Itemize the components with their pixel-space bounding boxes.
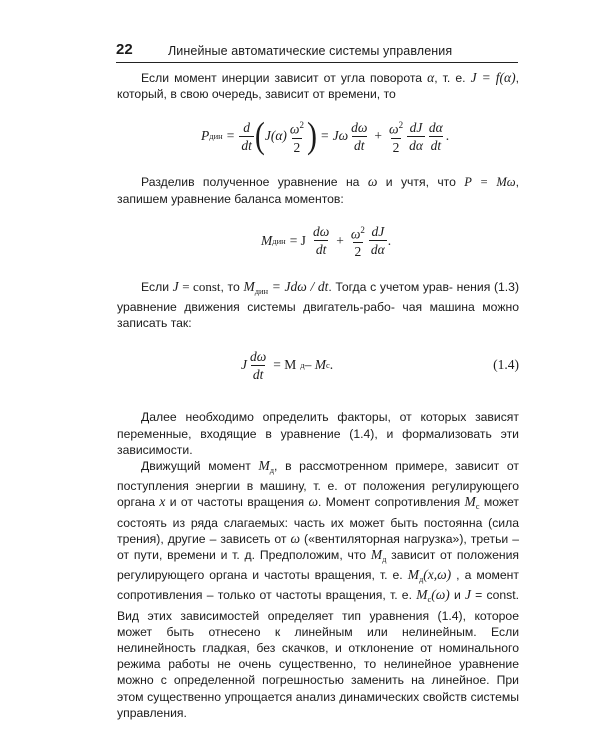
fraction-dalpha-dt [427,119,445,154]
math-subscript: д [382,554,387,565]
text-span: Если момент инерции зависит от угла поворота [141,71,428,85]
math-x: x [159,494,166,510]
eq-period: . [387,232,392,248]
eq-operator: = M [273,357,297,373]
text-span: , который, в свою очередь, зависит от времени, [117,71,519,102]
frac-den: 2 [293,139,301,155]
eq-symbol: M [261,232,273,248]
fraction-dw-dt [311,223,331,258]
eq-symbol: P [201,128,210,144]
fraction-omega2-2b [387,117,405,156]
frac-num [349,222,367,243]
eq-period: . [445,128,450,144]
eq-operator: + [336,232,344,248]
math-m: M [407,567,419,583]
math-j: J [172,278,179,294]
frac-den: dt [430,137,442,153]
left-paren: ( [254,115,265,157]
frac-num: dJ [371,224,385,240]
math-const: = const [178,278,221,294]
math-j: J [464,587,471,603]
paragraph-3 [117,279,519,332]
math-subscript: д [418,574,424,585]
text-span: = const. Вид этих зависимостей определяет тип уравнения (1.4), которое может быть отнесено к линейным или нелинейным. Если нелинейность гладкая, без скачков, и отклонение от номинального режима работы не очень существенно, то нелинейное уравнение можно с определенной погрешностью заменить на линейное. При этом существенно упрощается анализ динамических свойств системы управления. [117,588,520,720]
paragraph-1 [117,70,519,102]
eq-operator: = [320,128,329,144]
text-span: , запишем уравнение баланса моментов: [117,175,519,206]
text-span: Разделив полученное уравнение на [141,175,368,190]
paragraph-4: Далее необходимо определить факторы, от которых зависят переменные, входящие в уравнение (1.4), и формализовать эти зависимости. [117,410,519,457]
equation-motion-row [241,337,333,393]
text-span: может состоять из ряда слагаемых: часть их может быть постоянна (сила трения), другие – зависеть от [117,495,520,546]
frac-num: dω [312,224,330,240]
text-span: («вентиляторная нагрузка»), третьи – от пути, времени и т. д. Предположим, что [117,531,519,563]
text-span: , в рассмотренном примере, зависит от поступления энергии в машину, т. е. от положения регулирующего органа [117,459,519,510]
text-span: Если [141,279,173,294]
math-j-of-alpha: J = f(α) [470,70,516,85]
page-header [116,40,518,63]
eq-operator: + [374,128,383,144]
frac-den: 2 [354,244,362,260]
math-m: M [243,278,255,294]
equation-number: (1.4) [493,357,519,373]
fraction-d-dt [239,119,254,154]
frac-den: dt [354,137,365,153]
eq-symbol: J [241,357,247,373]
text-span: нения (1.3) уравнение движения системы двигатель-рабо- [117,279,520,315]
eq-omega: ω [389,121,399,137]
frac-num: dJ [409,119,423,135]
text-span: т. е. [442,71,471,85]
equation-motion [117,337,519,393]
eq-subscript: дин [209,131,223,142]
math-x-omega: (x,ω) [423,567,452,583]
math-omega-paren: (ω) [431,587,450,603]
page-body [117,70,519,721]
text-span: , а момент сопротивления – только от частоты вращения, т. е. [117,568,519,603]
frac-den: dt [241,137,252,153]
eq-operator: = J [289,232,306,248]
text-span: то [383,87,396,102]
fraction-dJ-dalpha [369,223,387,258]
equation-power [117,108,519,164]
math-m: M [464,494,476,510]
math-m: M [258,458,270,474]
text-span: чая машина можно записать так: [117,300,519,331]
math-subscript: дин [254,285,269,296]
math-m: M [370,547,383,563]
fraction-omega2-2 [349,222,367,261]
text-span: и [449,588,465,603]
frac-num [387,117,405,138]
frac-den: dt [315,242,327,258]
eq-period: . [329,357,334,373]
fraction-dw-dt [349,119,369,154]
math-subscript: с [427,594,432,605]
page-number: 22 [116,41,133,58]
eq-operator: – M [304,357,326,373]
math-omega: ω [308,494,318,510]
eq-j-alpha: J(α) [264,128,287,144]
math-omega: ω [367,174,378,190]
text-span: и от частоты вращения [165,495,309,510]
math-alpha: α [427,70,435,85]
eq-omega: ω [289,121,300,137]
frac-num: d [243,119,250,135]
math-subscript: д [269,465,275,476]
frac-den: dα [370,242,385,258]
right-paren: ) [306,115,317,157]
paragraph-5 [117,458,519,721]
math-p-eq: P = Mω [464,175,516,190]
superscript-2: 2 [360,224,365,235]
text-span: , то [220,279,244,294]
math-omega: ω [290,530,301,546]
eq-omega: ω [350,226,361,242]
running-title: Линейные автоматические системы управления [168,44,453,58]
frac-num: dω [250,348,267,364]
fraction-dw-dt [248,348,268,383]
eq-subscript: д [300,360,305,371]
text-span: . Тогда с учетом урав- [328,279,453,294]
text-span: . Момент сопротивления [317,495,465,510]
frac-num: dω [351,119,368,135]
equation-power-row [201,108,449,164]
fraction-omega2-2 [288,117,306,156]
text-span: и учтя, что [377,175,456,190]
frac-den: dα [409,137,423,153]
text-span: зависит от положения регулирующего органа и частоты вращения, т. е. [117,548,519,583]
eq-j-omega: Jω [332,128,349,144]
math-subscript: с [475,501,480,512]
fraction-dJ-dalpha [407,119,425,154]
paragraph-2 [117,174,519,206]
text-span: , [434,71,438,85]
math-jdw-dt: = Jdω / dt [268,278,329,294]
eq-subscript: с [326,360,330,371]
eq-operator: = [226,128,235,144]
eq-subscript: дин [272,235,286,246]
equation-moments [117,213,519,269]
math-m: M [416,587,428,603]
text-span: Движущий момент [141,459,259,474]
superscript-2: 2 [398,120,404,131]
equation-moments-row [261,213,391,269]
frac-num: dα [428,119,443,135]
frac-num [288,117,306,138]
frac-den: dt [252,366,264,382]
frac-den: 2 [392,139,400,155]
superscript-2: 2 [299,120,304,131]
